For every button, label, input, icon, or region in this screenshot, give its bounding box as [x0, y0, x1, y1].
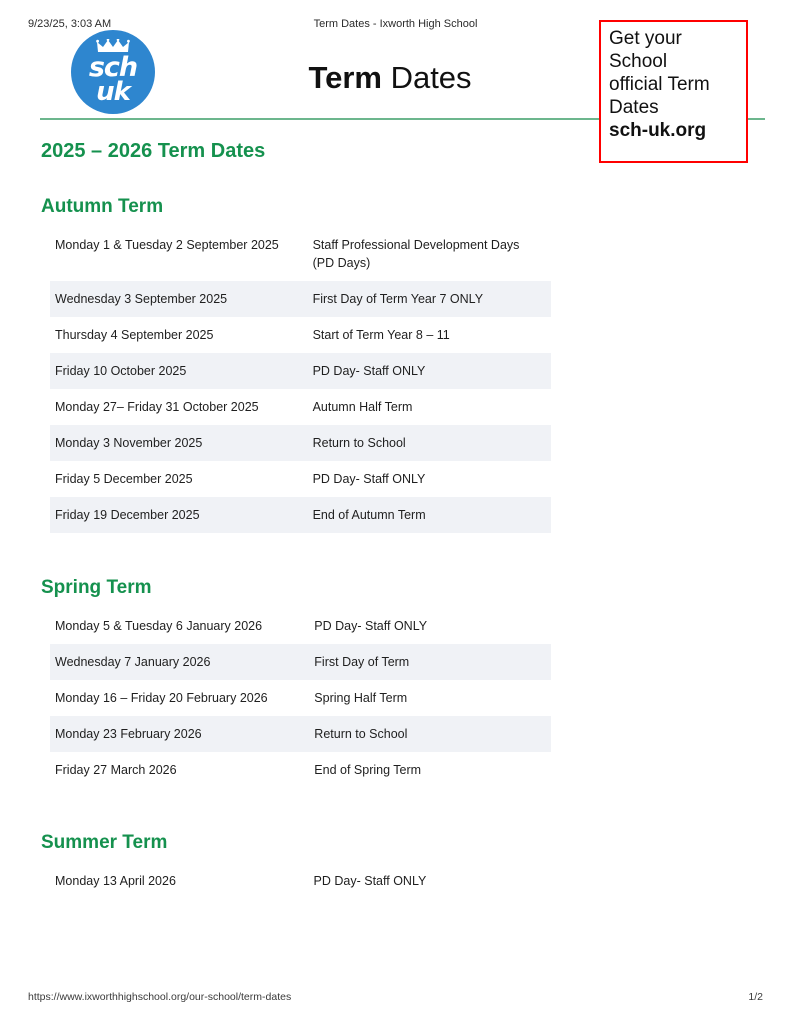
term-heading: Autumn Term — [41, 196, 164, 217]
term-description-cell: End of Autumn Term — [302, 497, 551, 533]
promo-line-2: School — [609, 51, 668, 72]
term-description-cell: Autumn Half Term — [312, 400, 413, 414]
term-description-cell: First Day of Term — [303, 644, 551, 680]
term-description-cell: Return to School — [302, 425, 551, 461]
section-spacer — [0, 788, 791, 832]
term-dates-table — [45, 863, 551, 899]
term-heading: Summer Term — [41, 832, 168, 853]
term-date-cell: Friday 19 December 2025 — [45, 497, 302, 533]
term-date-cell: Monday 3 November 2025 — [45, 425, 302, 461]
term-heading: Spring Term — [41, 577, 152, 598]
section-spacer — [0, 533, 791, 577]
term-description-cell: PD Day- Staff ONLY — [313, 874, 427, 888]
term-description-cell: Return to School — [303, 716, 551, 752]
term-block — [0, 196, 791, 533]
table-row — [45, 281, 551, 317]
term-description-cell: PD Day- Staff ONLY — [312, 472, 426, 486]
term-description-cell: PD Day- Staff ONLY — [302, 353, 551, 389]
print-document-title: Term Dates - Ixworth High School — [313, 18, 478, 30]
table-row — [45, 317, 551, 353]
term-description-cell: PD Day- Staff ONLY — [314, 619, 428, 633]
page-title-strong: Term — [308, 60, 382, 95]
term-description-cell: Start of Term Year 8 – 11 — [312, 328, 450, 342]
table-row — [45, 227, 551, 281]
table-row — [45, 497, 551, 533]
year-heading: 2025 – 2026 Term Dates — [41, 140, 266, 162]
term-description-cell: Spring Half Term — [314, 691, 408, 705]
crown-icon — [96, 39, 130, 53]
term-date-cell: Monday 1 & Tuesday 2 September 2025 — [55, 238, 279, 252]
term-dates-table — [45, 227, 551, 533]
term-date-cell: Wednesday 7 January 2026 — [45, 644, 303, 680]
table-row — [45, 680, 551, 716]
table-row — [45, 461, 551, 497]
table-row — [45, 608, 551, 644]
print-footer-page-number: 1/2 — [748, 991, 763, 1003]
table-row — [45, 863, 551, 899]
table-row — [45, 353, 551, 389]
logo-text-sch: sch — [88, 52, 138, 83]
term-date-cell: Monday 23 February 2026 — [45, 716, 303, 752]
term-description-cell: End of Spring Term — [314, 763, 422, 777]
term-date-cell: Monday 16 – Friday 20 February 2026 — [55, 691, 268, 705]
term-date-cell: Monday 13 April 2026 — [55, 874, 176, 888]
table-row — [45, 716, 551, 752]
table-row — [45, 644, 551, 680]
term-date-cell: Wednesday 3 September 2025 — [45, 281, 302, 317]
page-title-regular: Dates — [381, 60, 472, 95]
term-description-cell: Staff Professional Development Days (PD Days) — [312, 238, 520, 270]
sch-uk-logo — [71, 30, 155, 114]
print-timestamp: 9/23/25, 3:03 AM — [28, 18, 112, 30]
print-footer-url: https://www.ixworthhighschool.org/our-school/term-dates — [28, 991, 292, 1003]
term-dates-table — [45, 608, 551, 788]
promo-website-link[interactable]: sch-uk.org — [609, 120, 707, 141]
promo-line-1: Get your — [609, 28, 682, 49]
term-block — [0, 832, 791, 899]
term-date-cell: Friday 10 October 2025 — [45, 353, 302, 389]
term-description-cell: First Day of Term Year 7 ONLY — [302, 281, 551, 317]
term-date-cell: Monday 27– Friday 31 October 2025 — [55, 400, 259, 414]
term-sections — [0, 196, 791, 899]
term-date-cell: Friday 5 December 2025 — [55, 472, 193, 486]
logo-text-uk: uk — [96, 77, 130, 107]
page-title — [190, 60, 590, 96]
promo-line-4: Dates — [609, 97, 659, 118]
term-date-cell: Monday 5 & Tuesday 6 January 2026 — [55, 619, 263, 633]
table-row — [45, 425, 551, 461]
promo-callout — [599, 20, 748, 163]
term-date-cell: Thursday 4 September 2025 — [55, 328, 214, 342]
term-date-cell: Friday 27 March 2026 — [55, 763, 177, 777]
table-row — [45, 389, 551, 425]
term-block — [0, 577, 791, 788]
table-row — [45, 752, 551, 788]
promo-line-3: official Term — [609, 74, 710, 95]
